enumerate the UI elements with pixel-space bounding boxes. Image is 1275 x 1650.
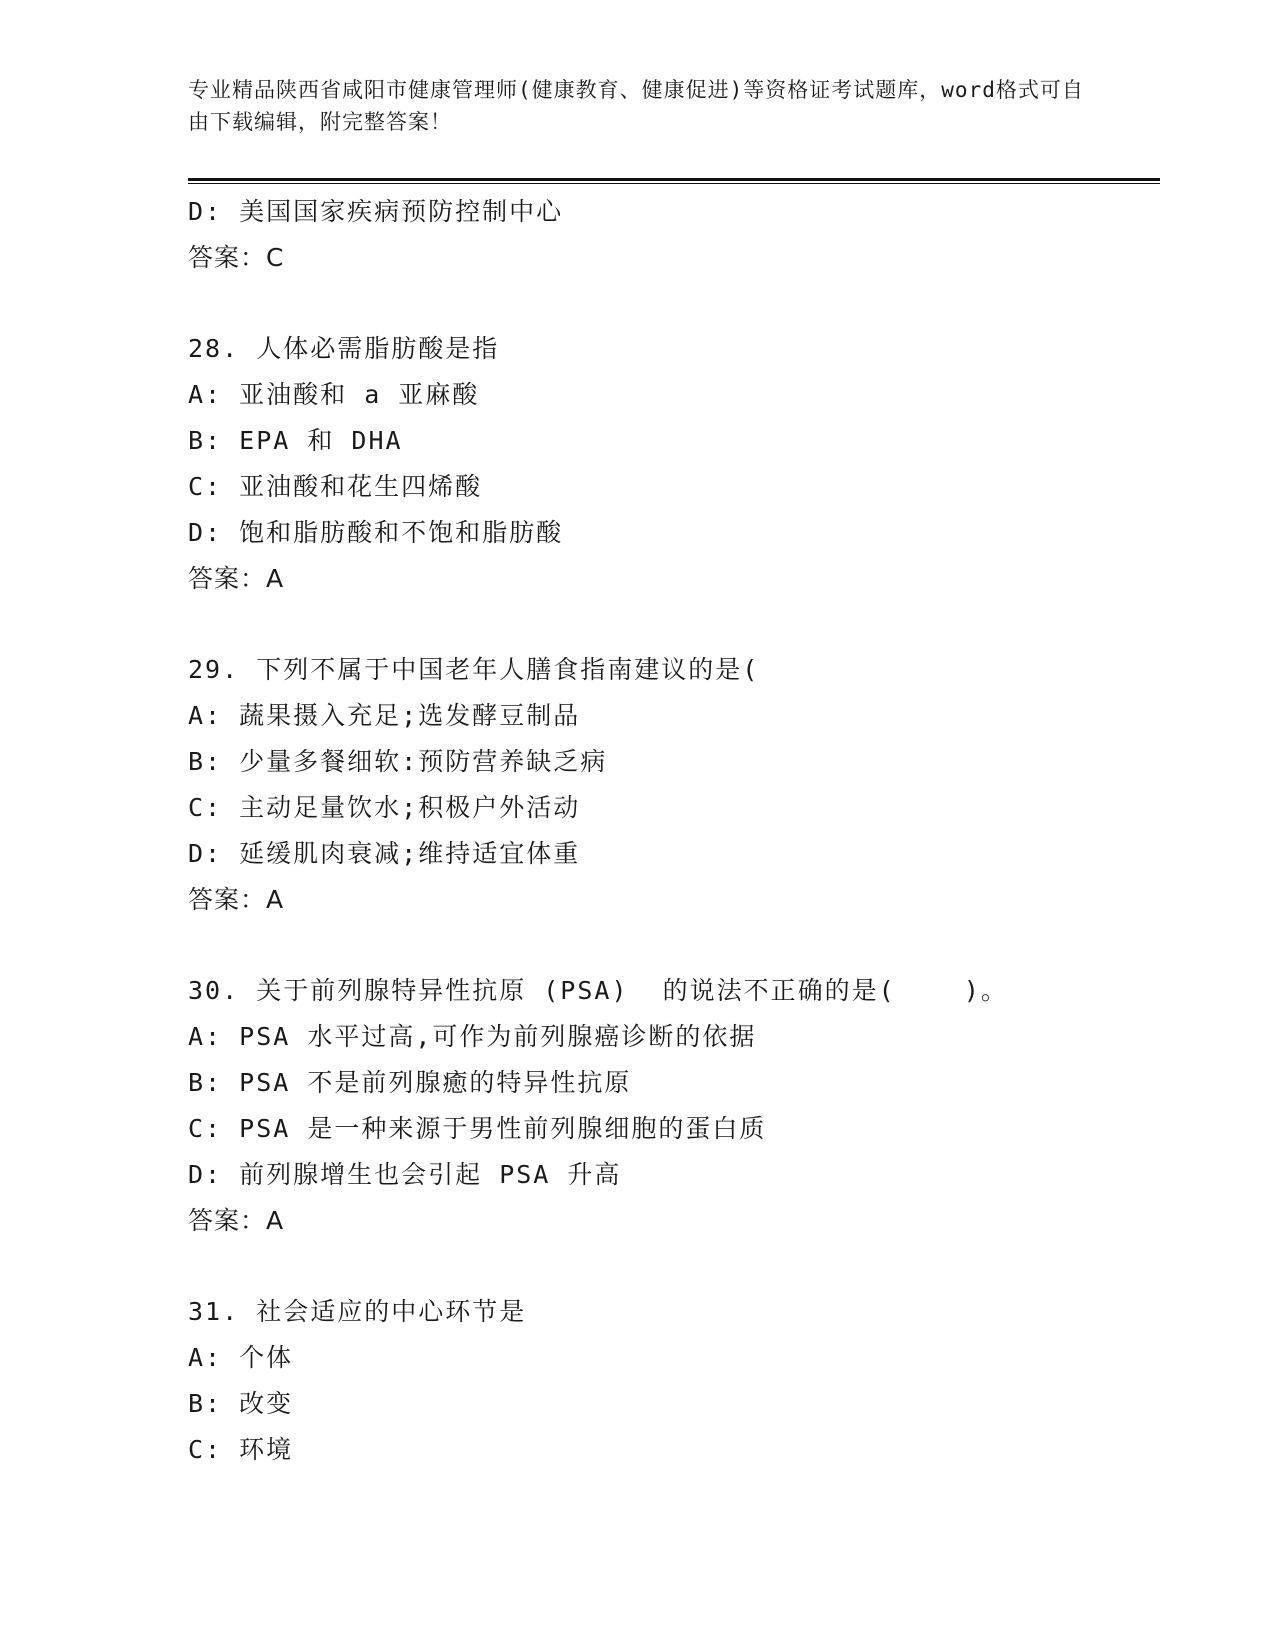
spacer (188, 1244, 1168, 1289)
answer: 答案：A (188, 885, 285, 914)
option-c: C: 环境 (188, 1435, 294, 1464)
option-a: A: 亚油酸和 a 亚麻酸 (188, 380, 480, 409)
question-31 (188, 1289, 1168, 1473)
option-d: D: 饱和脂肪酸和不饱和脂肪酸 (188, 518, 564, 547)
option-c: C: 主动足量饮水;积极户外活动 (188, 793, 581, 822)
question-stem: 28. 人体必需脂肪酸是指 (188, 334, 500, 363)
question-stem: 31. 社会适应的中心环节是 (188, 1297, 527, 1326)
option-d: D: 延缓肌肉衰减;维持适宜体重 (188, 839, 581, 868)
option-a: A: 蔬果摄入充足;选发酵豆制品 (188, 701, 581, 730)
header-rule-thin (188, 183, 1160, 184)
question-stem: 29. 下列不属于中国老年人膳食指南建议的是( (188, 655, 760, 684)
question-29 (188, 647, 1168, 923)
option-a: A: 个体 (188, 1343, 294, 1372)
option-b: B: PSA 不是前列腺癒的特异性抗原 (188, 1068, 632, 1097)
question-list (188, 189, 1168, 1473)
question-28 (188, 326, 1168, 602)
header-rule-thick (188, 178, 1160, 181)
option-d: D: 前列腺增生也会引起 PSA 升高 (188, 1160, 622, 1189)
option-b: B: EPA 和 DHA (188, 426, 403, 455)
page-header: 专业精品陕西省咸阳市健康管理师(健康教育、健康促进)等资格证考试题库，word格式可自由下载编辑，附完整答案！ (188, 78, 1084, 134)
answer: 答案：A (188, 1206, 285, 1235)
answer: 答案：A (188, 564, 285, 593)
prev-question-answer: 答案：C (188, 243, 285, 272)
question-stem: 30. 关于前列腺特异性抗原 (PSA) 的说法不正确的是( )。 (188, 976, 1008, 1005)
option-c: C: PSA 是一种来源于男性前列腺细胞的蛋白质 (188, 1114, 767, 1143)
prev-question-option-d: D: 美国国家疾病预防控制中心 (188, 197, 564, 226)
spacer (188, 281, 1168, 326)
question-30 (188, 968, 1168, 1244)
option-b: B: 少量多餐细软:预防营养缺乏病 (188, 747, 608, 776)
spacer (188, 602, 1168, 647)
spacer (188, 923, 1168, 968)
option-b: B: 改变 (188, 1389, 294, 1418)
option-a: A: PSA 水平过高,可作为前列腺癌诊断的依据 (188, 1022, 757, 1051)
option-c: C: 亚油酸和花生四烯酸 (188, 472, 483, 501)
